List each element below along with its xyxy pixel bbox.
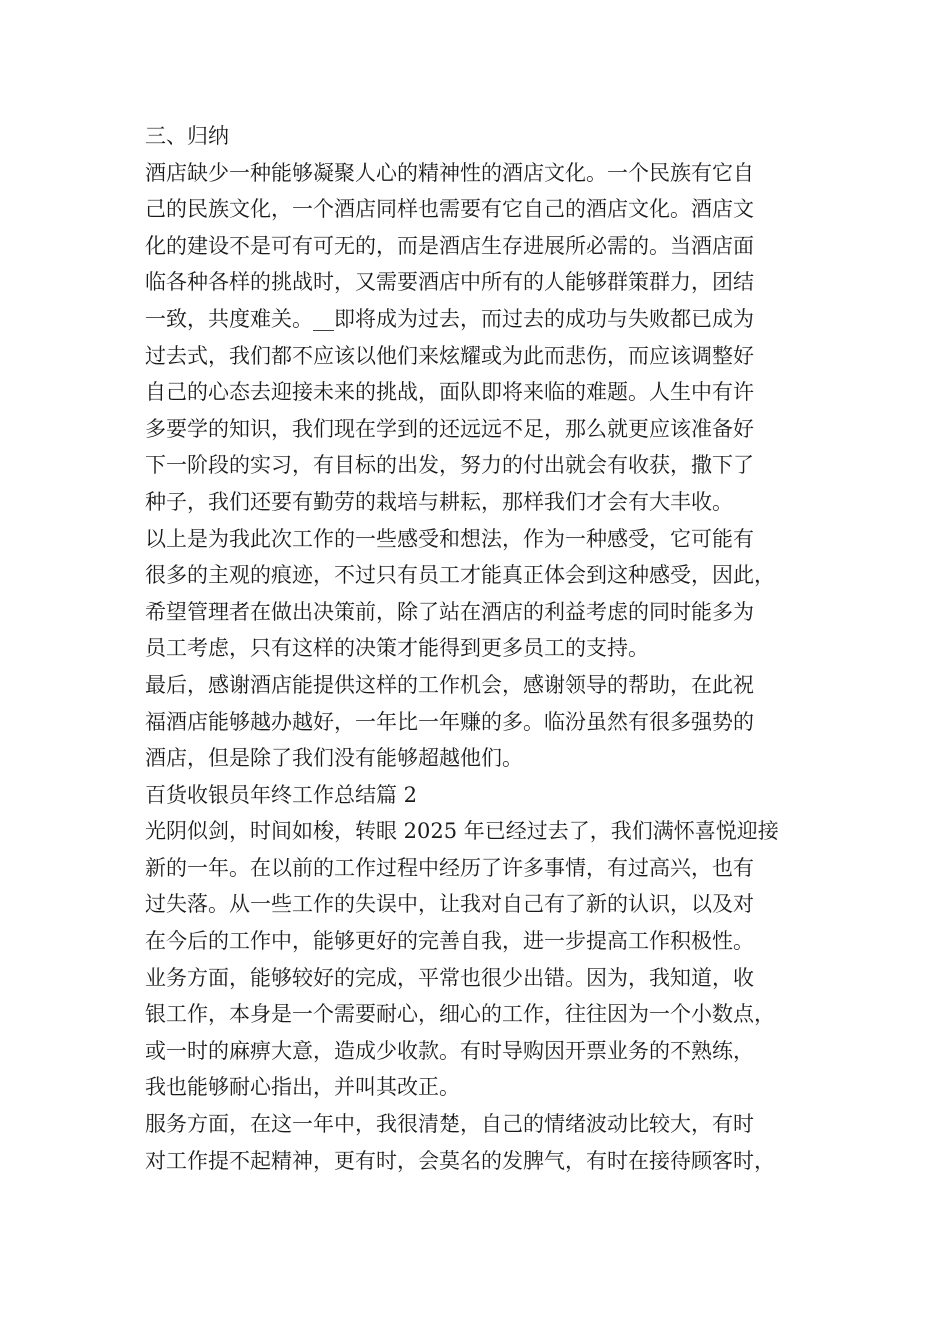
text-line: 新的一年。在以前的工作过程中经历了许多事情，有过高兴，也有 — [145, 855, 754, 880]
text-line: 员工考虑，只有这样的决策才能得到更多员工的支持。 — [145, 636, 649, 661]
text-line: 过去式，我们都不应该以他们来炫耀或为此而悲伤，而应该调整好 — [145, 343, 754, 368]
text-line: 酒店缺少一种能够凝聚人心的精神性的酒店文化。一个民族有它自 — [145, 160, 754, 185]
text-line: 服务方面，在这一年中，我很清楚，自己的情绪波动比较大，有时 — [145, 1112, 754, 1137]
text-line: 过失落。从一些工作的失误中，让我对自己有了新的认识，以及对 — [145, 892, 754, 917]
text-line: 业务方面，能够较好的完成，平常也很少出错。因为，我知道，收 — [145, 965, 754, 990]
text-line: 以上是为我此次工作的一些感受和想法，作为一种感受，它可能有 — [145, 526, 754, 551]
text-line: 临各种各样的挑战时，又需要酒店中所有的人能够群策群力，团结 — [145, 270, 754, 295]
section-heading: 三、归纳 — [145, 124, 229, 148]
text-line: 在今后的工作中，能够更好的完善自我，进一步提高工作积极性。 — [145, 929, 754, 954]
text-line: 银工作，本身是一个需要耐心，细心的工作，往往因为一个小数点， — [145, 1002, 775, 1027]
text-line: 很多的主观的痕迹，不过只有员工才能真正体会到这种感受，因此， — [145, 563, 775, 588]
text-line: 多要学的知识，我们现在学到的还远远不足，那么就更应该准备好 — [145, 416, 754, 441]
text-line: 希望管理者在做出决策前，除了站在酒店的利益考虑的同时能多为 — [145, 599, 754, 624]
text-line: 下一阶段的实习，有目标的出发，努力的付出就会有收获，撒下了 — [145, 453, 754, 478]
text-line: 化的建设不是可有可无的，而是酒店生存进展所必需的。当酒店面 — [145, 233, 754, 258]
text-line: 己的民族文化，一个酒店同样也需要有它自己的酒店文化。酒店文 — [145, 197, 754, 222]
document-body — [145, 118, 825, 1179]
text-line: 或一时的麻痹大意，造成少收款。有时导购因开票业务的不熟练， — [145, 1038, 754, 1063]
text-line: 最后，感谢酒店能提供这样的工作机会，感谢领导的帮助，在此祝 — [145, 672, 754, 697]
article-title: 百货收银员年终工作总结篇 2 — [145, 782, 418, 807]
text-line: 对工作提不起精神，更有时，会莫名的发脾气，有时在接待顾客时， — [145, 1148, 775, 1173]
text-line: 我也能够耐心指出，并叫其改正。 — [145, 1075, 460, 1100]
text-line: 一致，共度难关。__即将成为过去，而过去的成功与失败都已成为 — [145, 306, 754, 331]
text-line: 光阴似剑，时间如梭，转眼 2025 年已经过去了，我们满怀喜悦迎接 — [145, 819, 779, 844]
text-line: 酒店，但是除了我们没有能够超越他们。 — [145, 746, 523, 771]
text-line: 种子，我们还要有勤劳的栽培与耕耘，那样我们才会有大丰收。 — [145, 489, 733, 514]
text-line: 自己的心态去迎接未来的挑战，面队即将来临的难题。人生中有许 — [145, 380, 754, 405]
text-line: 福酒店能够越办越好，一年比一年赚的多。临汾虽然有很多强势的 — [145, 709, 754, 734]
